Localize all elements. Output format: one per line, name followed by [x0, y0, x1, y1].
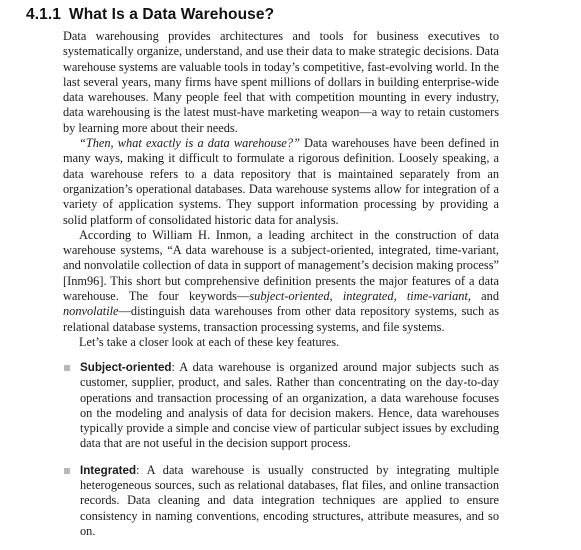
paragraph-closer-look: Let’s take a closer look at each of these key features. — [79, 334, 340, 349]
bullet-text: : A data warehouse is organized around major subjects such as customer, supplier, product, and sales. Rather than concentrating on the day-to-day operations and transaction processing of an organization, a data warehouse focuses on the modeling and analysis of data for decision makers. Hence, data warehouses typically provide a simple and concise view of particular subject issues by excluding data that are not useful in the decision support process. — [80, 360, 499, 451]
section-title: What Is a Data Warehouse? — [68, 6, 275, 23]
keywords-list: subject-oriented, integrated, time-variant, — [249, 289, 471, 304]
paragraph-intro: Data warehousing provides architectures and tools for business executives to systematically organize, understand, and use their data to make strategic decisions. Data warehouse systems are valuable tools in today’s competitive, fast-evolving world. In the last several years, many firms have spent millions of dollars in building enterprise-wide data warehouses. Many people feel that with competition mounting in every industry, data warehousing is the latest must-have marketing weapon—a way to retain customers by learning more about their needs. — [63, 29, 499, 135]
list-item — [63, 463, 499, 539]
bullet-square-icon — [64, 468, 70, 474]
paragraph-definition — [63, 136, 499, 228]
paragraph-inmon-text-a: According to William H. Inmon, a leading architect in the construction of data warehouse systems, “A data warehouse is a subject-oriented, integrated, time-variant, and nonvolatile collection of data in support of management’s decision making process” [Inm96]. This short but comprehensive definition presents the major features of a data warehouse. The four keywords— — [63, 227, 499, 304]
bullet-term: Subject-oriented — [80, 361, 172, 374]
bullet-term: Integrated — [80, 463, 137, 477]
keywords-and: and — [470, 289, 499, 304]
paragraph-definition-text: Data warehouses have been defined in many ways, making it difficult to formulate a rigorous definition. Loosely speaking, a data warehouse refers to a data repository that is maintained separately from an organization’s operational databases. Data warehouse systems allow for integration of a variety of application systems. They support information processing by providing a solid platform of consolidated historic data for analysis. — [63, 136, 499, 227]
bullet-text: : A data warehouse is usually constructed by integrating multiple heterogeneous sources, such as relational databases, flat files, and online transaction records. Data cleaning and data integration techniques are applied to ensure consistency in naming conventions, encoding structures, attribute measures, and so on. — [80, 462, 499, 538]
keyword-nonvolatile: nonvolatile — [63, 304, 119, 319]
paragraph-inmon-text-b: —distinguish data warehouses from other data repository systems, such as relational database systems, transaction processing systems, and file systems. — [63, 304, 499, 334]
list-item — [63, 360, 499, 452]
paragraph-inmon — [63, 228, 499, 335]
question-quote: “Then, what exactly is a data warehouse?” — [79, 136, 300, 151]
section-number: 4.1.1 — [26, 6, 61, 23]
section-heading — [26, 6, 274, 24]
bullet-square-icon — [64, 365, 70, 371]
body-text — [63, 29, 499, 350]
